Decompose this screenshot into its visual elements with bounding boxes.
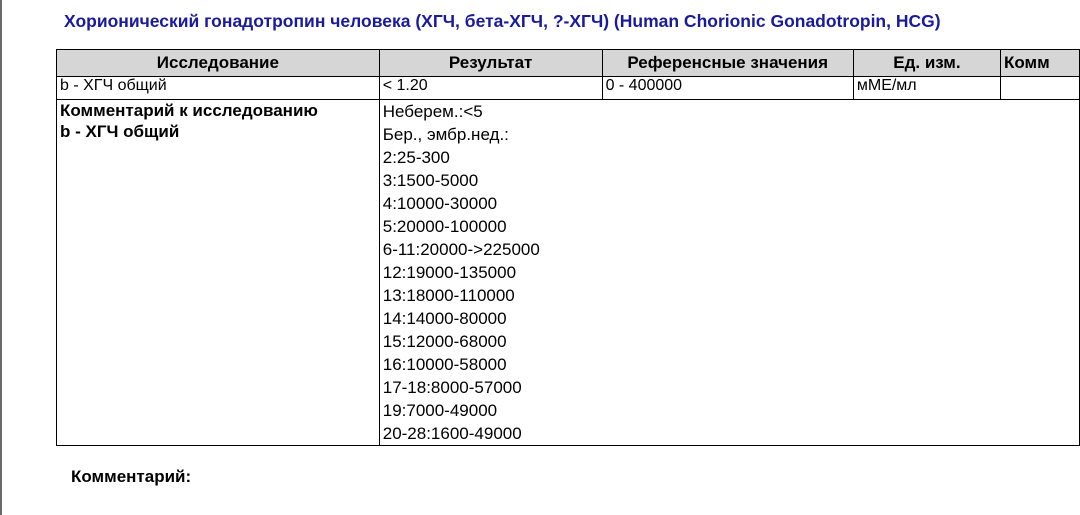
- footer-comment-label: Комментарий:: [71, 467, 192, 486]
- page-title: Хорионический гонадотропин человека (ХГЧ, бета-ХГЧ, ?-ХГЧ) (Human Chorionic Gonadotropin, HCG): [64, 11, 941, 31]
- comment-line: 15:12000-68000: [382, 332, 507, 351]
- comment-line: 14:14000-80000: [382, 309, 507, 328]
- header-unit: Ед. изм.: [853, 50, 1000, 77]
- results-table: [56, 49, 1080, 446]
- table-header-row: [57, 50, 1080, 77]
- comment-label-line: b - ХГЧ общий: [60, 122, 180, 141]
- comment-line: 3:1500-5000: [382, 171, 479, 190]
- comment-line: 13:18000-110000: [382, 286, 515, 305]
- header-reference: Референсные значения: [602, 50, 853, 77]
- comment-line: 12:19000-135000: [382, 263, 517, 282]
- page-edge-line: [0, 0, 2, 515]
- comment-body: [379, 100, 1079, 446]
- comment-label-line: Комментарий к исследованию: [60, 101, 318, 120]
- cell-test: b - ХГЧ общий: [57, 77, 380, 100]
- comment-line: 17-18:8000-57000: [382, 378, 522, 397]
- table-row: [57, 77, 1080, 100]
- comment-line: 2:25-300: [382, 148, 450, 167]
- comment-line: 4:10000-30000: [382, 194, 498, 213]
- comment-line: 19:7000-49000: [382, 401, 498, 420]
- cell-result: < 1.20: [379, 77, 602, 100]
- comment-line: 16:10000-58000: [382, 355, 507, 374]
- comment-line: 6-11:20000->225000: [382, 240, 540, 259]
- comment-label: [57, 100, 380, 446]
- comment-line: Неберем.:<5: [382, 102, 483, 121]
- comment-row: [57, 100, 1080, 446]
- cell-reference: 0 - 400000: [602, 77, 853, 100]
- header-test: Исследование: [57, 50, 380, 77]
- cell-unit: мМЕ/мл: [853, 77, 1000, 100]
- comment-line: 5:20000-100000: [382, 217, 507, 236]
- cell-comment: [1001, 77, 1080, 100]
- comment-line: Бер., эмбр.нед.:: [382, 125, 509, 144]
- header-result: Результат: [379, 50, 602, 77]
- header-comment: Комм: [1001, 50, 1080, 77]
- comment-line: 20-28:1600-49000: [382, 424, 522, 443]
